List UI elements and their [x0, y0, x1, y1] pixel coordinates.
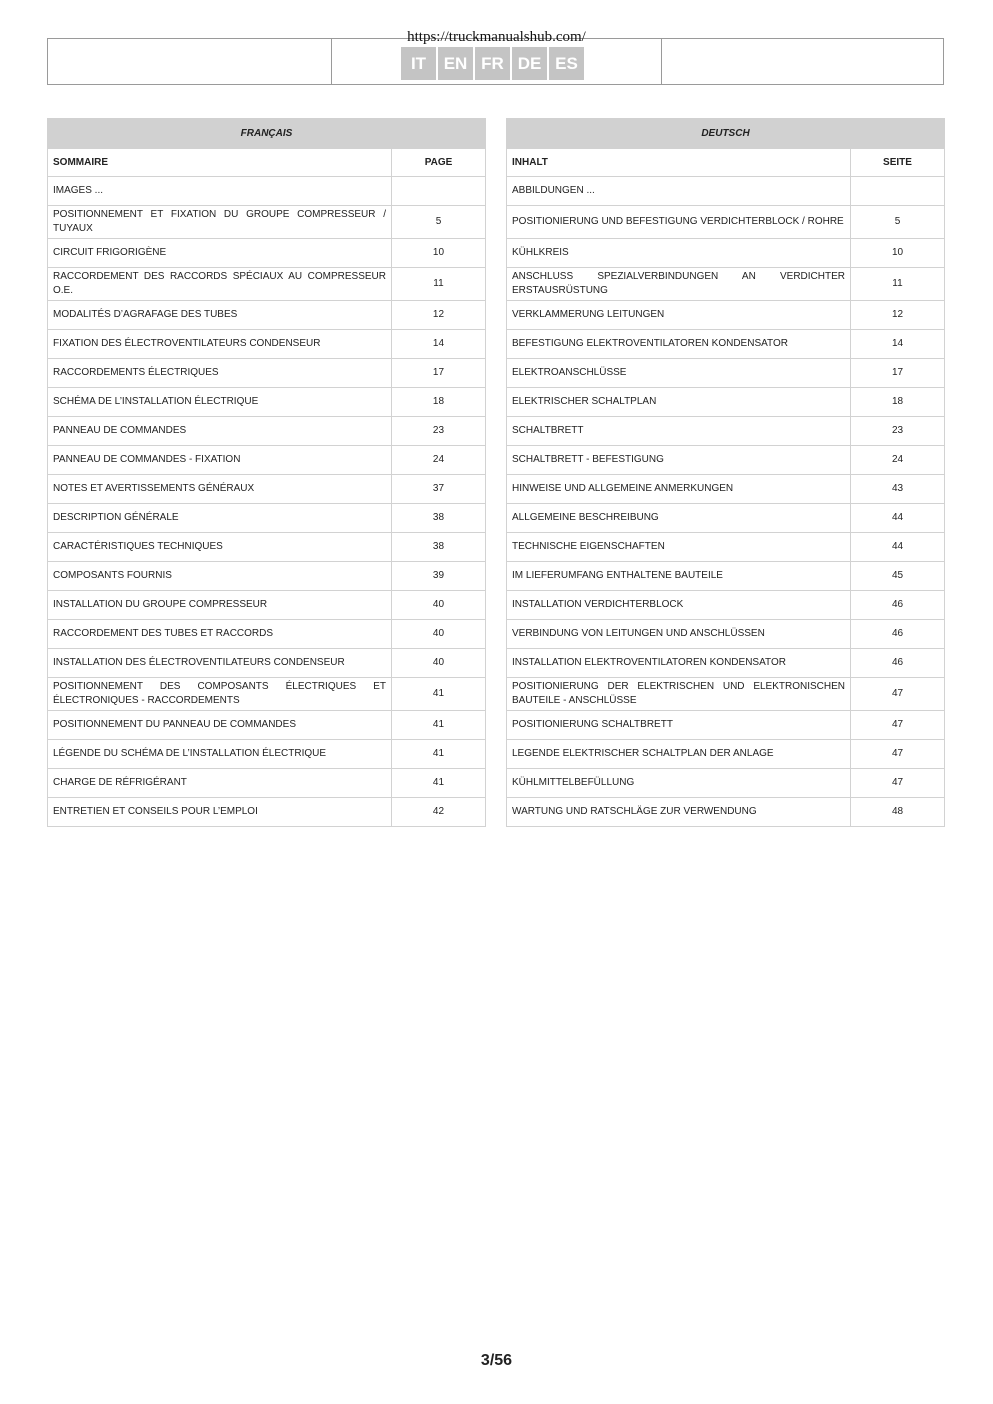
- toc-entry-title: ELEKTROANSCHLÜSSE: [507, 359, 851, 388]
- toc-entry-page: 24: [851, 446, 945, 475]
- toc-entry-page: 38: [391, 504, 485, 533]
- toc-row: [48, 591, 486, 620]
- toc-row: [507, 649, 945, 678]
- toc-entry-title: NOTES ET AVERTISSEMENTS GÉNÉRAUX: [48, 475, 392, 504]
- toc-entry-title: FIXATION DES ÉLECTROVENTILATEURS CONDENSEUR: [48, 330, 392, 359]
- toc-entry-title: INSTALLATION DU GROUPE COMPRESSEUR: [48, 591, 392, 620]
- toc-row: [507, 591, 945, 620]
- toc-row: [48, 649, 486, 678]
- toc-row: [507, 359, 945, 388]
- toc-row: [48, 533, 486, 562]
- toc-row: [507, 562, 945, 591]
- toc-entry-title: INSTALLATION DES ÉLECTROVENTILATEURS CONDENSEUR: [48, 649, 392, 678]
- toc-row: [48, 206, 486, 239]
- toc-entry-page: 39: [391, 562, 485, 591]
- toc-language-label: DEUTSCH: [507, 119, 945, 149]
- toc-entry-page: 18: [851, 388, 945, 417]
- toc-entry-title: POSITIONIERUNG DER ELEKTRISCHEN UND ELEKTRONISCHEN BAUTEILE - ANSCHLÜSSE: [507, 678, 851, 711]
- toc-entry-title: HINWEISE UND ALLGEMEINE ANMERKUNGEN: [507, 475, 851, 504]
- toc-entry-page: 37: [391, 475, 485, 504]
- toc-entry-page: 42: [391, 798, 485, 827]
- toc-entry-title: CIRCUIT FRIGORIGÈNE: [48, 239, 392, 268]
- toc-entry-page: 41: [391, 769, 485, 798]
- toc-entry-page: 48: [851, 798, 945, 827]
- toc-entry-page: 23: [391, 417, 485, 446]
- toc-row: [48, 330, 486, 359]
- toc-entry-page: 11: [391, 268, 485, 301]
- language-tag-de: DE: [512, 47, 547, 80]
- toc-entry-title: BEFESTIGUNG ELEKTROVENTILATOREN KONDENSATOR: [507, 330, 851, 359]
- toc-language-label: FRANÇAIS: [48, 119, 486, 149]
- toc-row: [507, 446, 945, 475]
- toc-row: [48, 359, 486, 388]
- toc-row: [507, 504, 945, 533]
- toc-entry-title: SCHÉMA DE L’INSTALLATION ÉLECTRIQUE: [48, 388, 392, 417]
- toc-entry-title: INSTALLATION VERDICHTERBLOCK: [507, 591, 851, 620]
- toc-row: [507, 206, 945, 239]
- toc-row: [507, 769, 945, 798]
- toc-entry-page: 41: [391, 711, 485, 740]
- toc-entry-title: COMPOSANTS FOURNIS: [48, 562, 392, 591]
- toc-entry-title: ALLGEMEINE BESCHREIBUNG: [507, 504, 851, 533]
- toc-entry-page: 10: [851, 239, 945, 268]
- toc-entry-title: SCHALTBRETT: [507, 417, 851, 446]
- toc-entry-page: 41: [391, 678, 485, 711]
- toc-entry-page: 44: [851, 504, 945, 533]
- toc-row: [48, 417, 486, 446]
- toc-entry-page: 10: [391, 239, 485, 268]
- toc-entry-title: IM LIEFERUMFANG ENTHALTENE BAUTEILE: [507, 562, 851, 591]
- toc-entry-page: 44: [851, 533, 945, 562]
- page-number: 3/56: [480, 1352, 513, 1369]
- toc-row: [48, 798, 486, 827]
- toc-entry-title: INSTALLATION ELEKTROVENTILATOREN KONDENSATOR: [507, 649, 851, 678]
- toc-entry-page: 23: [851, 417, 945, 446]
- toc-row: [507, 388, 945, 417]
- toc-col-page: SEITE: [851, 149, 945, 177]
- toc-entry-page: 47: [851, 769, 945, 798]
- toc-entry-title: TECHNISCHE EIGENSCHAFTEN: [507, 533, 851, 562]
- toc-entry-title: WARTUNG UND RATSCHLÄGE ZUR VERWENDUNG: [507, 798, 851, 827]
- toc-entry-title: LÉGENDE DU SCHÉMA DE L’INSTALLATION ÉLECTRIQUE: [48, 740, 392, 769]
- toc-entry-title: POSITIONNEMENT DU PANNEAU DE COMMANDES: [48, 711, 392, 740]
- toc-entry-title: ENTRETIEN ET CONSEILS POUR L’EMPLOI: [48, 798, 392, 827]
- toc-entry-page: 17: [391, 359, 485, 388]
- toc-entry-page: [851, 177, 945, 206]
- toc-row: [507, 740, 945, 769]
- toc-entry-page: 14: [391, 330, 485, 359]
- toc-entry-page: [391, 177, 485, 206]
- toc-entry-title: LEGENDE ELEKTRISCHER SCHALTPLAN DER ANLAGE: [507, 740, 851, 769]
- toc-row: [507, 417, 945, 446]
- toc-entry-page: 24: [391, 446, 485, 475]
- toc-entry-title: MODALITÉS D’AGRAFAGE DES TUBES: [48, 301, 392, 330]
- toc-row: [507, 711, 945, 740]
- toc-row: [48, 711, 486, 740]
- toc-row: [48, 769, 486, 798]
- toc-entry-page: 40: [391, 649, 485, 678]
- toc-entry-title: POSITIONNEMENT ET FIXATION DU GROUPE COMPRESSEUR / TUYAUX: [48, 206, 392, 239]
- toc-row: [507, 678, 945, 711]
- toc-entry-title: POSITIONIERUNG SCHALTBRETT: [507, 711, 851, 740]
- toc-entry-page: 38: [391, 533, 485, 562]
- toc-entry-page: 47: [851, 678, 945, 711]
- toc-column-header: [48, 149, 486, 177]
- toc-entry-page: 17: [851, 359, 945, 388]
- toc-row: [48, 301, 486, 330]
- toc-entry-page: 40: [391, 591, 485, 620]
- toc-entry-page: 46: [851, 620, 945, 649]
- toc-entry-title: SCHALTBRETT - BEFESTIGUNG: [507, 446, 851, 475]
- toc-entry-title: VERKLAMMERUNG LEITUNGEN: [507, 301, 851, 330]
- language-tag-it: IT: [401, 47, 436, 80]
- toc-entry-page: 41: [391, 740, 485, 769]
- toc-entry-title: CHARGE DE RÉFRIGÉRANT: [48, 769, 392, 798]
- language-bar: [401, 47, 584, 80]
- toc-row: [507, 239, 945, 268]
- toc-entry-title: POSITIONNEMENT DES COMPOSANTS ÉLECTRIQUES ET ÉLECTRONIQUES - RACCORDEMENTS: [48, 678, 392, 711]
- toc-col-title: INHALT: [507, 149, 851, 177]
- toc-entry-page: 12: [391, 301, 485, 330]
- toc-row: [507, 268, 945, 301]
- toc-entry-title: POSITIONIERUNG UND BEFESTIGUNG VERDICHTERBLOCK / ROHRE: [507, 206, 851, 239]
- toc-entry-title: RACCORDEMENT DES RACCORDS SPÉCIAUX AU COMPRESSEUR O.E.: [48, 268, 392, 301]
- toc-col-page: PAGE: [391, 149, 485, 177]
- toc-col-title: SOMMAIRE: [48, 149, 392, 177]
- toc-entry-page: 14: [851, 330, 945, 359]
- toc-entry-title: VERBINDUNG VON LEITUNGEN UND ANSCHLÜSSEN: [507, 620, 851, 649]
- toc-row: [48, 475, 486, 504]
- toc-row: [48, 740, 486, 769]
- toc-entry-page: 18: [391, 388, 485, 417]
- toc-column-header: [507, 149, 945, 177]
- toc-entry-title: IMAGES ...: [48, 177, 392, 206]
- toc-table-french: [47, 118, 486, 827]
- toc-row: [48, 620, 486, 649]
- toc-entry-title: CARACTÉRISTIQUES TECHNIQUES: [48, 533, 392, 562]
- toc-entry-page: 47: [851, 740, 945, 769]
- toc-entry-title: KÜHLMITTELBEFÜLLUNG: [507, 769, 851, 798]
- toc-row: [507, 620, 945, 649]
- toc-language-header: [48, 119, 486, 149]
- toc-row: [48, 678, 486, 711]
- toc-entry-title: PANNEAU DE COMMANDES: [48, 417, 392, 446]
- language-tag-en: EN: [438, 47, 473, 80]
- toc-row: [48, 268, 486, 301]
- toc-row: [507, 798, 945, 827]
- toc-entry-page: 43: [851, 475, 945, 504]
- toc-row: [507, 301, 945, 330]
- toc-entry-title: ANSCHLUSS SPEZIALVERBINDUNGEN AN VERDICHTER ERSTAUSRÜSTUNG: [507, 268, 851, 301]
- toc-entry-page: 5: [851, 206, 945, 239]
- toc-row: [48, 177, 486, 206]
- language-tag-es: ES: [549, 47, 584, 80]
- toc-entry-page: 46: [851, 591, 945, 620]
- toc-entry-page: 40: [391, 620, 485, 649]
- toc-entry-page: 12: [851, 301, 945, 330]
- toc-entry-page: 46: [851, 649, 945, 678]
- toc-row: [48, 388, 486, 417]
- toc-row: [48, 504, 486, 533]
- toc-entry-title: RACCORDEMENT DES TUBES ET RACCORDS: [48, 620, 392, 649]
- language-tag-fr: FR: [475, 47, 510, 80]
- toc-entry-page: 45: [851, 562, 945, 591]
- toc-row: [507, 475, 945, 504]
- toc-entry-title: ELEKTRISCHER SCHALTPLAN: [507, 388, 851, 417]
- toc-entry-page: 5: [391, 206, 485, 239]
- toc-entry-page: 11: [851, 268, 945, 301]
- toc-table-german: [506, 118, 945, 827]
- toc-entry-title: ABBILDUNGEN ...: [507, 177, 851, 206]
- toc-row: [507, 177, 945, 206]
- toc-entry-title: PANNEAU DE COMMANDES - FIXATION: [48, 446, 392, 475]
- toc-row: [48, 239, 486, 268]
- toc-row: [48, 446, 486, 475]
- toc-row: [507, 533, 945, 562]
- source-url: https://truckmanualshub.com/: [407, 29, 586, 45]
- toc-language-header: [507, 119, 945, 149]
- toc-row: [48, 562, 486, 591]
- toc-row: [507, 330, 945, 359]
- toc-entry-title: KÜHLKREIS: [507, 239, 851, 268]
- toc-entry-title: RACCORDEMENTS ÉLECTRIQUES: [48, 359, 392, 388]
- toc-entry-page: 47: [851, 711, 945, 740]
- toc-entry-title: DESCRIPTION GÉNÉRALE: [48, 504, 392, 533]
